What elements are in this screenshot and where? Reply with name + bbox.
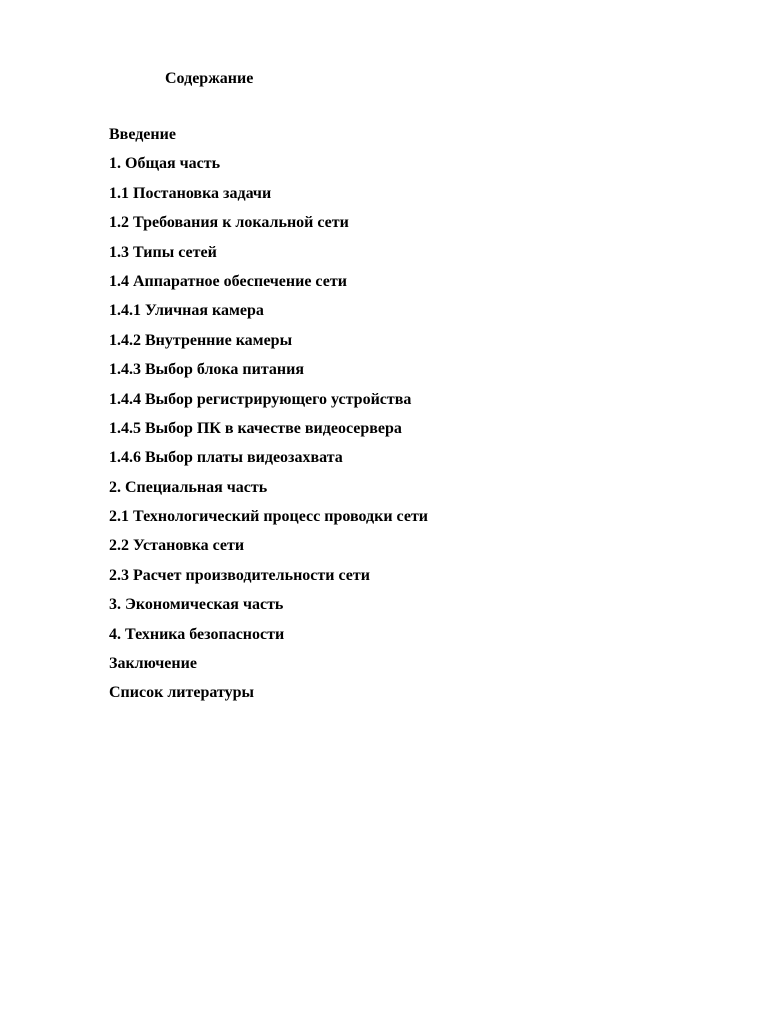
- toc-entry: 1.2 Требования к локальной сети: [109, 214, 349, 232]
- toc-entry: 1.4.3 Выбор блока питания: [109, 361, 304, 379]
- toc-entry: Введение: [109, 126, 176, 143]
- toc-entry: 1.4.2 Внутренние камеры: [109, 331, 293, 349]
- toc-entry: Заключение: [109, 655, 197, 673]
- toc-entry: 1.1 Постановка задачи: [109, 184, 272, 202]
- toc-entry: 2.2 Установка сети: [109, 537, 245, 555]
- toc-entry: 4. Техника безопасности: [109, 625, 285, 643]
- toc-entry: 1.4.4 Выбор регистрирующего устройства: [109, 390, 412, 408]
- toc-entry: 3. Экономическая часть: [109, 596, 284, 614]
- toc-entry: 2. Специальная часть: [109, 478, 268, 496]
- toc-entry: 1.3 Типы сетей: [109, 243, 217, 261]
- toc-entry: 2.3 Расчет производительности сети: [109, 566, 370, 584]
- toc-list: [109, 124, 428, 712]
- toc-entry: 1.4.6 Выбор платы видеозахвата: [109, 449, 343, 467]
- toc-entry: 1.4.1 Уличная камера: [109, 302, 264, 320]
- toc-title: Содержание: [165, 70, 254, 87]
- toc-entry: 1.4 Аппаратное обеспечение сети: [109, 272, 347, 290]
- toc-entry: 2.1 Технологический процесс проводки сети: [109, 508, 429, 526]
- toc-entry: Список литературы: [109, 684, 254, 702]
- toc-entry: 1. Общая часть: [109, 155, 221, 173]
- toc-entry: 1.4.5 Выбор ПК в качестве видеосервера: [109, 419, 402, 437]
